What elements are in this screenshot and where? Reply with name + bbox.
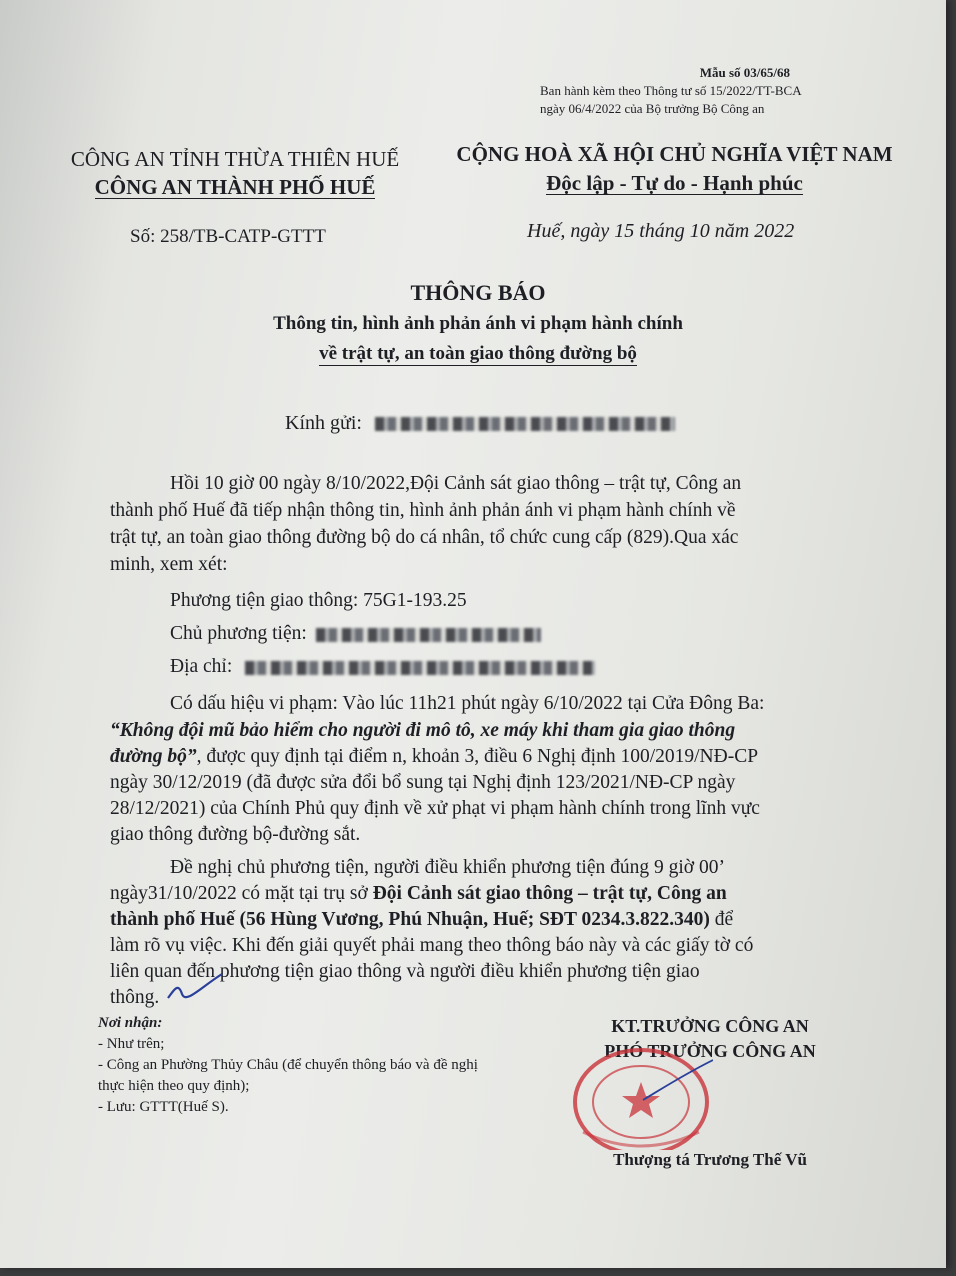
redacted-owner — [316, 628, 541, 642]
violation-quote-1: “Không đội mũ bảo hiểm cho người đi mô tô, xe máy khi tham gia giao thông — [110, 720, 736, 741]
agency-line2: CÔNG AN THÀNH PHỐ HUẾ — [94, 175, 376, 199]
request-line-1: Đề nghị chủ phương tiện, người điều khiển phương tiện đúng 9 giờ 00’ — [170, 857, 725, 878]
request-line-4: làm rõ vụ việc. Khi đến giải quyết phải mang theo thông báo này và các giấy tờ có — [110, 935, 754, 956]
kinh-gui-label: Kính gửi: — [285, 412, 362, 434]
nation-header — [432, 140, 917, 198]
official-stamp-icon — [563, 1040, 713, 1150]
intro-line-2: thành phố Huế đã tiếp nhận thông tin, hình ảnh phản ánh vi phạm hành chính về — [110, 500, 736, 521]
request-line-2 — [110, 883, 727, 905]
intro-line-4: minh, xem xét: — [110, 554, 228, 575]
nation-motto: Độc lập - Tự do - Hạnh phúc — [546, 171, 803, 195]
violation-lead: Có dấu hiệu vi phạm: Vào lúc 11h21 phút ngày 6/10/2022 tại Cửa Đông Ba: — [170, 693, 765, 714]
date-place: Huế, ngày 15 tháng 10 năm 2022 — [527, 220, 795, 242]
request-line-3a: thành phố Huế (56 Hùng Vương, Phú Nhuận, Huế; SĐT 0234.3.822.340) — [110, 909, 710, 930]
recipients-title: Nơi nhận: — [98, 1015, 163, 1031]
request-line-3 — [110, 909, 733, 931]
violation-quote-2: đường bộ” — [110, 746, 197, 767]
owner-line — [170, 623, 541, 645]
request-line-3b: để — [709, 909, 734, 930]
document-number: Số: 258/TB-CATP-GTTT — [130, 226, 326, 247]
form-ref-line2: ngày 06/4/2022 của Bộ trưởng Bộ Công an — [540, 101, 765, 116]
agency-line1: CÔNG AN TỈNH THỪA THIÊN HUẾ — [70, 147, 400, 171]
redacted-address — [245, 661, 595, 675]
violation-line-2 — [110, 746, 758, 768]
form-ref-line1: Ban hành kèm theo Thông tư số 15/2022/TT-BCA — [540, 83, 802, 98]
request-line-2b: Đội Cảnh sát giao thông – trật tự, Công an — [372, 883, 727, 904]
form-number: Mẫu số 03/65/68 — [699, 65, 790, 80]
address-line — [170, 656, 595, 678]
recipient-item: - Lưu: GTTT(Huế S). — [98, 1099, 229, 1115]
recipient-item: - Công an Phường Thủy Châu (để chuyển thông báo và đề nghị thực hiện theo quy định); — [98, 1057, 478, 1094]
request-line-6: thông. — [110, 987, 160, 1008]
request-line-5: liên quan đến phương tiện giao thông và người điều khiển phương tiện giao — [110, 961, 700, 982]
signature-title-2: PHÓ TRƯỞNG CÔNG AN — [604, 1041, 816, 1061]
document-subtitle-1: Thông tin, hình ảnh phản ánh vi phạm hành chính — [273, 313, 683, 334]
document-subtitle-2: về trật tự, an toàn giao thông đường bộ — [319, 343, 637, 364]
recipient-line — [285, 412, 675, 435]
form-reference — [540, 64, 870, 118]
recipients-block — [98, 1013, 518, 1118]
pen-mark-icon — [160, 968, 230, 1008]
signer-name: Thượng tá Trương Thế Vũ — [613, 1150, 807, 1169]
nation-line1: CỘNG HOÀ XÃ HỘI CHỦ NGHĨA VIỆT NAM — [456, 142, 893, 166]
violation-line-3: ngày 30/12/2019 (đã được sửa đổi bổ sung tại Nghị định 123/2021/NĐ-CP ngày — [110, 772, 736, 793]
intro-line-3: trật tự, an toàn giao thông đường bộ do cá nhân, tổ chức cung cấp (829).Qua xác — [110, 527, 739, 548]
request-line-2a: ngày31/10/2022 có mặt tại trụ sở — [110, 883, 373, 904]
vehicle-plate: Phương tiện giao thông: 75G1-193.25 — [170, 590, 467, 611]
violation-rest: , được quy định tại điểm n, khoản 3, điều 6 Nghị định 100/2019/NĐ-CP — [196, 746, 759, 767]
signature-title-1: KT.TRƯỞNG CÔNG AN — [611, 1016, 809, 1036]
document-title: THÔNG BÁO — [410, 280, 546, 305]
violation-line-5: giao thông đường bộ-đường sắt. — [110, 824, 361, 845]
intro-line-1: Hồi 10 giờ 00 ngày 8/10/2022,Đội Cảnh sát giao thông – trật tự, Công an — [170, 473, 742, 494]
address-label: Địa chỉ: — [170, 656, 233, 677]
owner-label: Chủ phương tiện: — [170, 623, 307, 644]
agency-header — [40, 145, 430, 201]
recipient-item: - Như trên; — [98, 1036, 165, 1052]
redacted-recipient — [375, 417, 675, 431]
violation-line-4: 28/12/2021) của Chính Phủ quy định về xử phạt vi phạm hành chính trong lĩnh vực — [110, 798, 760, 819]
